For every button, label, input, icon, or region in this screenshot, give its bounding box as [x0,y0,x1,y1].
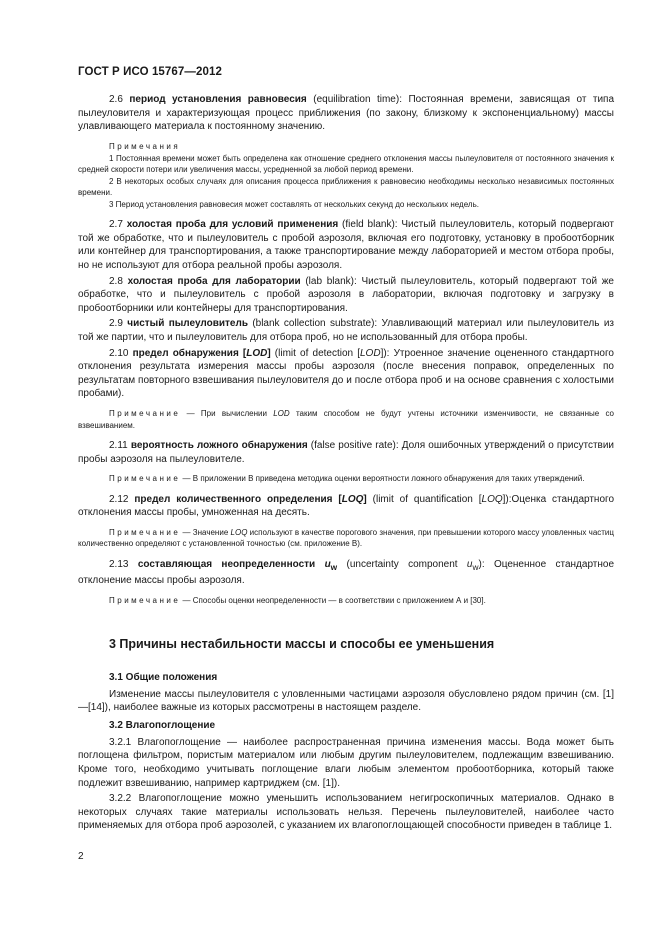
clause-2-12: 2.12 предел количественного определения [LOQ] (limit of quantification [LOQ]):Оценка стандартного отклонения массы пробы, умноженная на десять. [78,493,615,519]
clause-2-7: 2.7 холостая проба для условий применения (field blank): Чистый пылеуловитель, который подвергают той же обработке, что и пылеуловитель с пробой аэрозоля, включая его подготовку, установку в пробоотборник или контейнер для транспортирования, а также транспортирование между лабораторией и местом отбора пробы, но не используют для отбора реальной пробы аэрозоля. [78,219,614,272]
subsection-3-2-title: 3.2 Влагопоглощение [109,719,216,731]
note-2-11: Примечание — В приложении В приведена методика оценки вероятности ложного обнаружения для таких утверждений. [109,474,585,484]
document-header: ГОСТ Р ИСО 15767—2012 [78,66,223,78]
clause-2-11: 2.11 вероятность ложного обнаружения (false positive rate): Доля ошибочных утверждений о присутствии пробы аэрозоля на пылеуловителе. [78,440,615,465]
clause-2-8: 2.8 холостая проба для лаборатории (lab blank): Чистый пылеуловитель, который подвергают той же обработке, что и пылеуловитель с пробой аэрозоля в лаборатории, включая подготовку и загрузку в пробоотборники или контейнеры для транспортирования. [78,275,614,314]
clause-2-9: 2.9 чистый пылеуловитель (blank collection substrate): Улавливающий материал или пылеуловитель из той же партии, что и пылеуловитель для отбора проб, но не использованный для отбора пробы. [78,318,614,344]
subsection-3-1-text: Изменение массы пылеуловителя с уловленными частицами аэрозоля обусловлено рядом причин (см. [1]—[14]), наиболее важные из которых рассмотрены в настоящем разделе. [78,688,614,714]
clause-2-10: 2.10 предел обнаружения [LOD] (limit of detection [LOD]): Утроенное значение оцененного стандартного отклонения результата измерения массы пробы аэрозоля (после внесения поправок, определенных по результатам повторного взвешивания пылеуловителя до и после отбора проб и на основе сравнения с холостыми пробами). [78,347,614,400]
clause-2-6: 2.6 период установления равновесия (equilibration time): Постоянная времени, зависящая от типа пылеуловителя и характеризующая процесс приближения (по закону, близкому к экспоненциальному) массы улавливающего материала к постоянному значению. [78,94,615,133]
note-2-13: Примечание — Способы оценки неопределенности — в соответствии с приложением А и [30]. [109,596,486,606]
subsection-3-1-title: 3.1 Общие положения [109,671,218,683]
note-2-12: Примечание — Значение LOQ используют в качестве порогового значения, при превышении которого массу уловленных частиц количественно определяют с установленной точностью (см. приложение В). [78,527,614,549]
note-2-10: Примечание — При вычислении LOD таким способом не будут учтены источники изменчивости, не связанные со взвешиванием. [78,409,615,430]
section-3-title: 3 Причины нестабильности массы и способы ее уменьшения [109,636,495,651]
clause-3-2-2: 3.2.2 Влагопоглощение можно уменьшить использованием негигроскопичных материалов. Однако в некоторых случаях такие материалы использовать нельзя. Перечень пылеуловителей, наиболее часто применяемых для отбора проб аэрозолей, с указанием их влагопоглощающей способности приведен в таблице 1. [78,793,614,832]
page-content [78,93,614,835]
note-3: 3 Период установления равновесия может составлять от нескольких секунд до нескольких недель. [109,199,479,209]
page-number: 2 [78,851,84,862]
notes-title: Примечания [109,141,181,151]
clause-3-2-1: 3.2.1 Влагопоглощение — наиболее распространенная причина изменения массы. Вода может быть поглощена фильтром, пористым материалом или любым другим пылеуловителем, подлежащим взвешиванию. Кроме того, необходимо учитывать поглощение влаги любым элементом пробоотборника, который также подлежит взвешиванию, например картриджем (см. [1]). [78,736,614,789]
note-1: 1 Постоянная времени может быть определена как отношение среднего отклонения массы пылеуловителя от постоянного значения к средней скорости потери или увеличения массы, усредненной за любой период времени. [78,153,614,175]
note-2: 2 В некоторых особых случаях для описания процесса приближения к равновесию необходимы несколько независимых постоянных времени. [78,176,614,198]
clause-2-13: 2.13 составляющая неопределенности $u_w$ (uncertainty component $u_w$): Оцененное стандартное отклонение массы пробы аэрозоля. [78,558,615,587]
